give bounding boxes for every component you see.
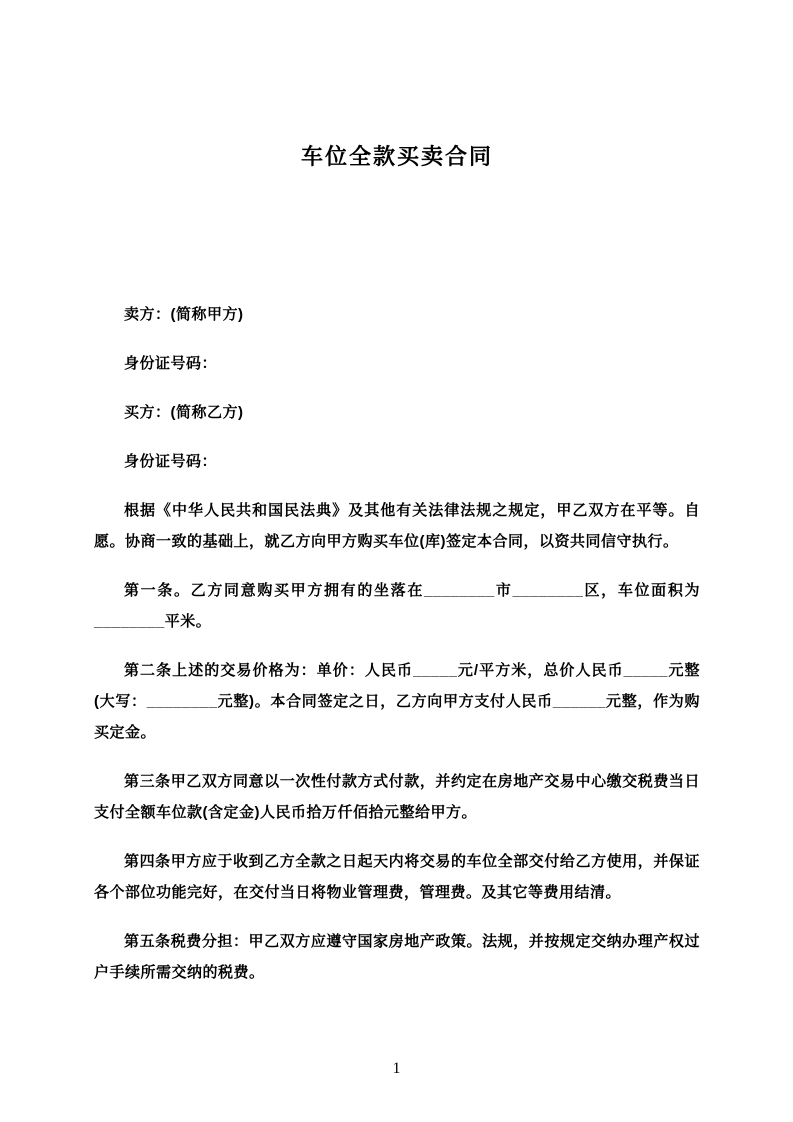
clause-4-paragraph: 第四条甲方应于收到乙方全款之日起天内将交易的车位全部交付给乙方使用，并保证各个部位功能完好，在交付当日将物业管理费，管理费。及其它等费用结清。 bbox=[94, 853, 700, 901]
clause-3-paragraph: 第三条甲乙双方同意以一次性付款方式付款，并约定在房地产交易中心缴交税费当日支付全额车位款(含定金)人民币拾万仟佰拾元整给甲方。 bbox=[94, 773, 700, 821]
buyer-id-line: 身份证号码： bbox=[124, 453, 218, 470]
clause-5-paragraph: 第五条税费分担：甲乙双方应遵守国家房地产政策。法规，并按规定交纳办理产权过户手续所需交纳的税费。 bbox=[94, 933, 700, 981]
seller-line: 卖方：(简称甲方) bbox=[124, 306, 244, 323]
document-title: 车位全款买卖合同 bbox=[300, 144, 493, 169]
preamble-paragraph: 根据《中华人民共和国民法典》及其他有关法律法规之规定，甲乙双方在平等。自愿。协商一致的基础上，就乙方向甲方购买车位(库)签定本合同，以资共同信守执行。 bbox=[94, 502, 700, 550]
seller-id-line: 身份证号码： bbox=[124, 355, 218, 372]
clause-2-paragraph: 第二条上述的交易价格为：单价：人民币_____元/平方米，总价人民币_____元整(大写：________元整)。本合同签定之日，乙方向甲方支付人民币______元整，作为购买定金。 bbox=[94, 662, 700, 741]
clause-1-paragraph: 第一条。乙方同意购买甲方拥有的坐落在________市________区，车位面积为________平米。 bbox=[94, 582, 700, 630]
page-number: 1 bbox=[392, 1060, 401, 1077]
buyer-line: 买方：(简称乙方) bbox=[124, 404, 244, 421]
